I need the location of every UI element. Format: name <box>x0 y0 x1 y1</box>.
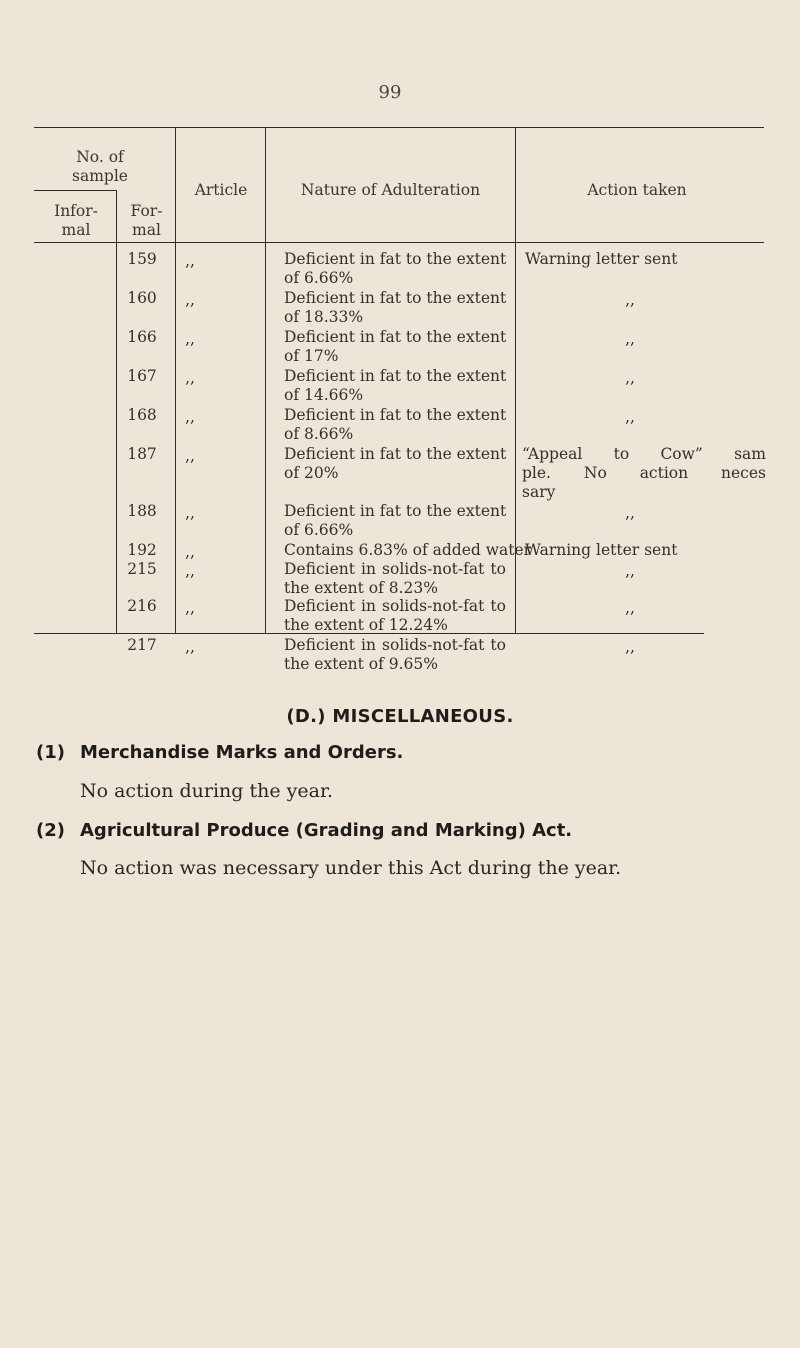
row-article-ditto: ,, <box>185 252 195 270</box>
subheading-text: Agricultural Produce (Grading and Marking) Act. <box>80 820 573 841</box>
row-formal-number: 166 <box>127 328 157 346</box>
row-action-ditto: ,, <box>625 504 635 522</box>
row-nature-line: Deficient in fat to the extent <box>284 445 507 463</box>
row-nature-line: of 17% <box>284 347 339 365</box>
row-nature <box>284 597 506 635</box>
header-nature: Nature of Adulteration <box>300 181 481 199</box>
row-formal-number: 216 <box>127 597 157 615</box>
row-nature-line: the extent of 9.65% <box>284 655 439 673</box>
col-divider-article <box>265 127 266 633</box>
row-nature-line: the extent of 12.24% <box>284 616 448 634</box>
row-nature <box>284 328 506 366</box>
row-nature-line: of 14.66% <box>284 386 364 404</box>
row-action: Warning letter sent <box>525 250 678 268</box>
row-formal-number: 215 <box>127 560 157 578</box>
row-action-line: sary <box>522 483 556 501</box>
subheading-merchandise <box>36 742 403 763</box>
header-action: Action taken <box>587 181 687 199</box>
header-no-of-sample <box>40 148 160 186</box>
row-nature-line: Deficient in fat to the extent <box>284 502 507 520</box>
row-article-ditto: ,, <box>185 638 195 656</box>
row-formal-number: 167 <box>127 367 157 385</box>
row-nature-line: of 6.66% <box>284 521 354 539</box>
row-article-ditto: ,, <box>185 562 195 580</box>
row-nature <box>284 367 506 405</box>
section-title: (D.) MISCELLANEOUS. <box>286 706 514 727</box>
row-nature-line: Deficient in fat to the extent <box>284 367 507 385</box>
row-formal-number: 187 <box>127 445 157 463</box>
header-bottom-rule <box>34 242 764 243</box>
row-action <box>522 445 766 502</box>
row-article-ditto: ,, <box>185 447 195 465</box>
subheading-agricultural-produce <box>36 820 572 841</box>
row-nature-line: Contains 6.83% of added water <box>284 541 532 559</box>
row-action: Warning letter sent <box>525 541 678 559</box>
row-nature <box>284 636 506 674</box>
row-nature <box>284 406 506 444</box>
row-action-ditto: ,, <box>625 369 635 387</box>
row-nature-line: Deficient in solids-not-fat to <box>284 636 506 654</box>
row-article-ditto: ,, <box>185 408 195 426</box>
sample-subheader-rule <box>34 190 116 191</box>
row-action-ditto: ,, <box>625 291 635 309</box>
row-nature-line: Deficient in fat to the extent <box>284 406 507 424</box>
row-formal-number: 168 <box>127 406 157 424</box>
header-informal <box>36 202 116 240</box>
row-formal-number: 188 <box>127 502 157 520</box>
subheading-number: (2) <box>36 820 65 841</box>
row-nature-line: Deficient in fat to the extent <box>284 289 507 307</box>
header-formal <box>118 202 175 240</box>
row-action-ditto: ,, <box>625 330 635 348</box>
row-nature <box>284 560 506 598</box>
row-nature <box>284 541 532 560</box>
row-formal-number: 217 <box>127 636 157 654</box>
row-nature <box>284 502 506 540</box>
row-nature-line: of 8.66% <box>284 425 354 443</box>
row-article-ditto: ,, <box>185 291 195 309</box>
row-nature-line: the extent of 8.23% <box>284 579 439 597</box>
row-nature-line: of 6.66% <box>284 269 354 287</box>
header-no-of-sample-text: No. of sample <box>72 148 128 185</box>
row-action-ditto: ,, <box>625 408 635 426</box>
header-formal-text: For- mal <box>130 202 163 239</box>
row-action-ditto: ,, <box>625 599 635 617</box>
row-article-ditto: ,, <box>185 543 195 561</box>
row-formal-number: 159 <box>127 250 157 268</box>
row-nature <box>284 445 506 483</box>
row-nature-line: of 18.33% <box>284 308 364 326</box>
row-nature <box>284 289 506 327</box>
table-top-rule <box>34 127 764 128</box>
row-article-ditto: ,, <box>185 369 195 387</box>
subheading-number: (1) <box>36 742 65 763</box>
row-article-ditto: ,, <box>185 504 195 522</box>
page-number: 99 <box>378 82 402 103</box>
subheading-text: Merchandise Marks and Orders. <box>80 742 404 763</box>
header-article: Article <box>194 181 248 199</box>
paragraph-merchandise: No action during the year. <box>80 780 333 802</box>
row-nature-line: Deficient in fat to the extent <box>284 328 507 346</box>
row-nature-line: of 20% <box>284 464 339 482</box>
row-action-line: “Appeal to Cow” sam <box>522 445 766 463</box>
row-nature <box>284 250 506 288</box>
row-action-line: ple. No action neces <box>522 464 766 482</box>
row-nature-line: Deficient in solids-not-fat to <box>284 560 506 578</box>
row-article-ditto: ,, <box>185 330 195 348</box>
row-nature-line: Deficient in fat to the extent <box>284 250 507 268</box>
paragraph-agricultural-produce: No action was necessary under this Act during the year. <box>80 857 622 879</box>
row-formal-number: 160 <box>127 289 157 307</box>
row-action-ditto: ,, <box>625 638 635 656</box>
row-nature-line: Deficient in solids-not-fat to <box>284 597 506 615</box>
row-formal-number: 192 <box>127 541 157 559</box>
row-article-ditto: ,, <box>185 599 195 617</box>
row-action-ditto: ,, <box>625 562 635 580</box>
header-informal-text: Infor- mal <box>54 202 98 239</box>
